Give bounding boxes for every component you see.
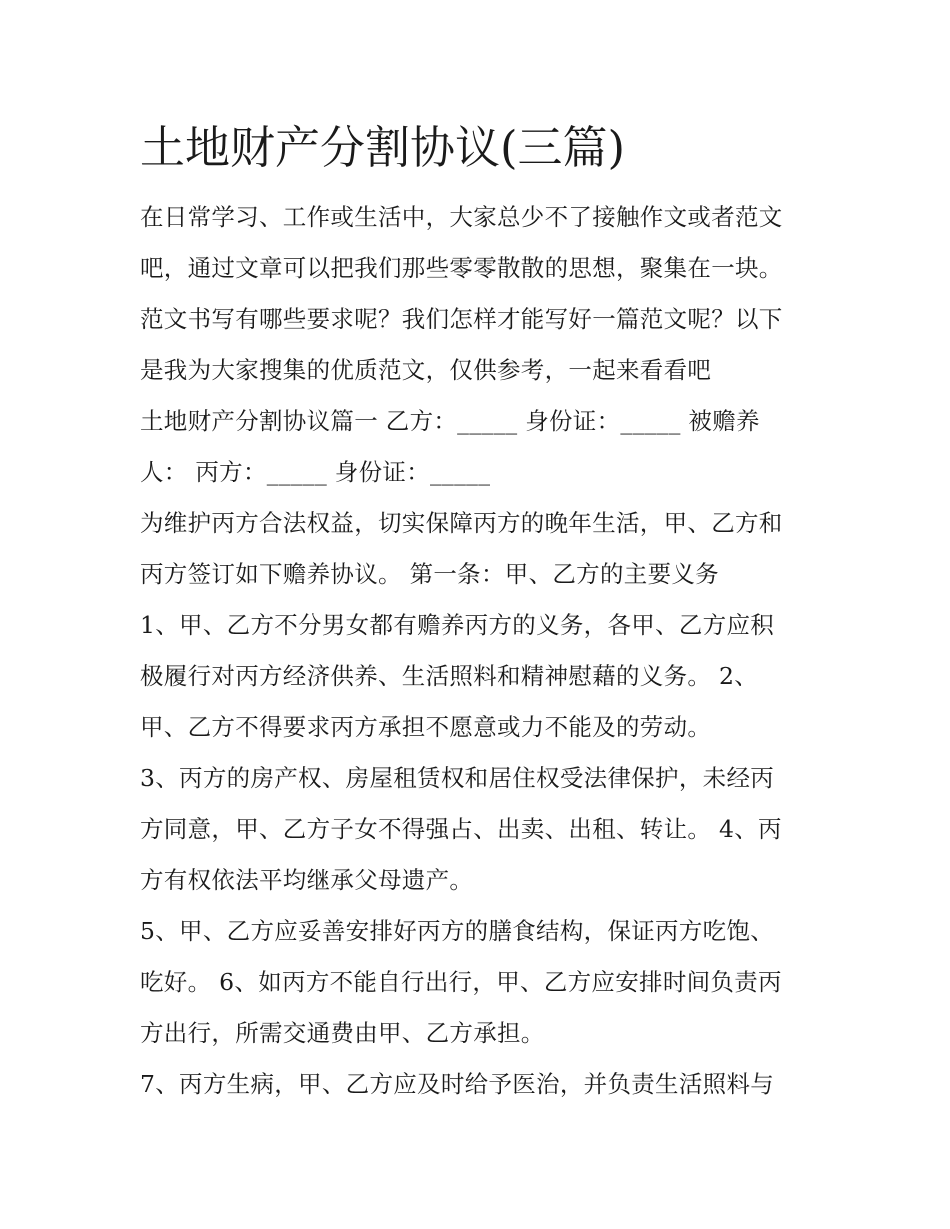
body-line: 方同意，甲、乙方子女不得强占、出卖、出租、转让。 4、丙 (140, 815, 782, 843)
body-line: 3、丙方的房产权、房屋租赁权和居住权受法律保护，未经丙 (140, 764, 775, 792)
body-line: 在日常学习、工作或生活中，大家总少不了接触作文或者范文 (140, 203, 783, 231)
body-line: 方出行，所需交通费由甲、乙方承担。 (140, 1019, 545, 1047)
body-line: 范文书写有哪些要求呢？我们怎样才能写好一篇范文呢？以下 (140, 305, 783, 333)
body-line: 7、丙方生病，甲、乙方应及时给予医治，并负责生活照料与 (140, 1070, 775, 1098)
document-title: 土地财产分割协议(三篇) (140, 121, 626, 174)
body-line: 5、甲、乙方应妥善安排好丙方的膳食结构，保证丙方吃饱、 (140, 917, 775, 945)
document-page (140, 118, 820, 1110)
body-line: 极履行对丙方经济供养、生活照料和精神慰藉的义务。 2、 (140, 662, 759, 690)
body-line: 甲、乙方不得要求丙方承担不愿意或力不能及的劳动。 (140, 713, 712, 741)
document-body (140, 192, 820, 1110)
body-line: 土地财产分割协议篇一 乙方：_____ 身份证：_____ 被赡养 (140, 407, 760, 435)
body-line: 方有权依法平均继承父母遗产。 (140, 866, 474, 894)
body-line: 丙方签订如下赡养协议。 第一条：甲、乙方的主要义务 (140, 560, 719, 588)
body-line: 是我为大家搜集的优质范文，仅供参考，一起来看看吧 (140, 356, 712, 384)
body-line: 人： 丙方：_____ 身份证：_____ (140, 458, 491, 486)
body-line: 吧，通过文章可以把我们那些零零散散的思想，聚集在一块。 (140, 254, 783, 282)
body-line: 吃好。 6、如丙方不能自行出行，甲、乙方应安排时间负责丙 (140, 968, 782, 996)
body-line: 1、甲、乙方不分男女都有赡养丙方的义务，各甲、乙方应积 (140, 611, 775, 639)
body-line: 为维护丙方合法权益，切实保障丙方的晚年生活，甲、乙方和 (140, 509, 783, 537)
